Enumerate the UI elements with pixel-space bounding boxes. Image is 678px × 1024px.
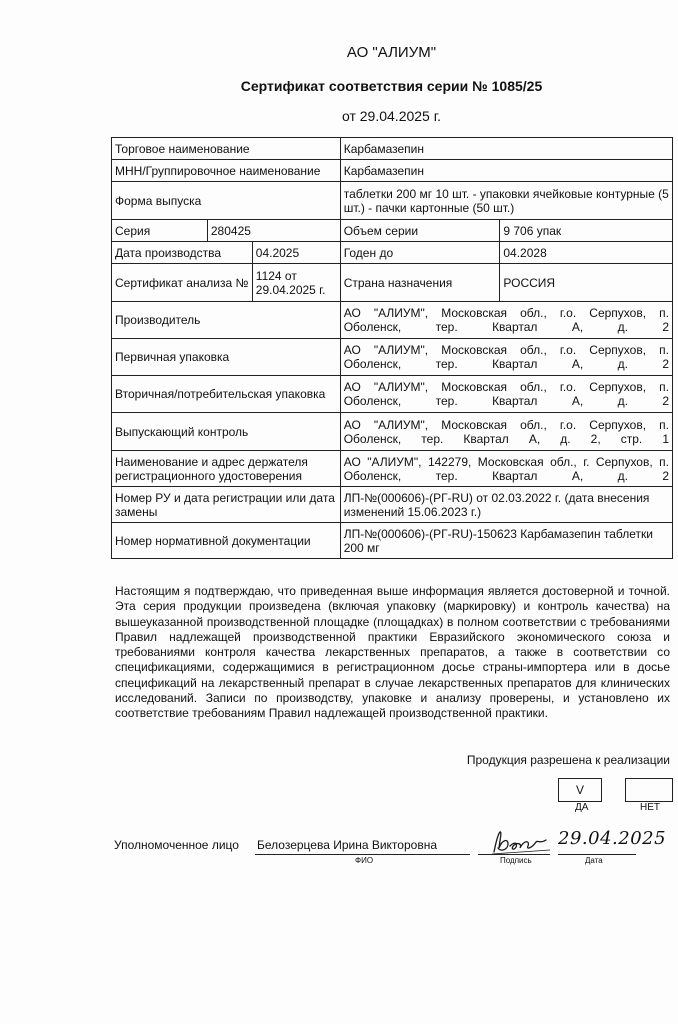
confirmation-statement: Настоящим я подтверждаю, что приведенная выше информация является достоверной и точной. Эта серия продукции произведена (включая упаковку (маркировку) и контроль качества) на вышеуказанной производственной площадке (площадках) в полном соответствии с требованиями Правил надлежащей производственной практики Евразийского экономического союза и требованиями контроля качества лекарственных препаратов, а также в соответствии со спецификациями, содержащимися в регистрационном досье страны-импортера или в досье спецификаций на лекарственный препарат в случае лекарственных препаратов для клинических исследований. Записи по производству, упаковке и анализу проверены, и установлено их соответствие требованиям Правил надлежащей производственной практики. [115,584,670,721]
table-row [112,376,673,413]
norm-doc-value: ЛП-№(000606)-(РГ-RU)-150623 Карбамазепин таблетки 200 мг [340,523,672,559]
analysis-value: 1124 от 29.04.2025 г. [252,264,340,302]
authorized-person-label: Уполномоченное лицо [114,838,239,852]
table-row [112,487,673,523]
ru-label: Номер РУ и дата регистрации или дата замены [112,487,341,523]
holder-label: Наименование и адрес держателя регистрационного удостоверения [112,451,341,487]
table-row [112,264,673,302]
certificate-date: от 29.04.2025 г. [341,108,442,124]
release-control-label: Выпускающий контроль [112,413,341,451]
inn-value: Карбамазепин [340,160,672,182]
handwritten-date: 29.04.2025 [558,828,667,849]
company-name: АО "АЛИУМ" [346,44,437,61]
certificate-table [111,137,673,559]
analysis-label: Сертификат анализа № [112,264,253,302]
authorized-person-name: Белозерцева Ирина Викторовна [257,838,437,852]
sale-approval-text: Продукция разрешена к реализации [466,753,670,767]
manufacturer-value: АО "АЛИУМ", Московская обл., г.о. Серпухов, п. Оболенск, тер. Квартал А, д. 2 [340,302,672,339]
table-row [112,182,673,220]
handwritten-signature [490,828,552,858]
form-value: таблетки 200 мг 10 шт. - упаковки ячейковые контурные (5 шт.) - пачки картонные (50 шт.) [340,182,672,220]
primary-pack-value: АО "АЛИУМ", Московская обл., г.о. Серпухов, п. Оболенск, тер. Квартал А, д. 2 [340,339,672,376]
trade-name-value: Карбамазепин [340,138,672,160]
series-value: 280425 [207,220,340,242]
holder-value: АО "АЛИУМ", 142279, Московская обл., г. Серпухов, п. Оболенск, тер. Квартал А, д. 2 [340,451,672,487]
table-row [112,160,673,182]
country-label: Страна назначения [340,264,500,302]
expiry-value: 04.2028 [500,242,673,264]
date-underline [558,854,636,855]
country-value: РОССИЯ [500,264,673,302]
table-row [112,138,673,160]
approval-no-label: НЕТ [640,802,660,813]
name-caption: ФИО [355,856,374,865]
norm-doc-label: Номер нормативной документации [112,523,341,559]
date-caption: Дата [585,856,603,865]
name-underline [255,854,470,855]
certificate-title: Сертификат соответствия серии № 1085/25 [240,78,543,94]
signature-caption: Подпись [500,856,532,865]
expiry-label: Годен до [340,242,500,264]
ru-value: ЛП-№(000606)-(РГ-RU) от 02.03.2022 г. (дата внесения изменений 15.06.2023 г.) [340,487,672,523]
approval-yes-label: ДА [575,802,589,813]
manufacturer-label: Производитель [112,302,341,339]
trade-name-label: Торговое наименование [112,138,341,160]
inn-label: МНН/Группировочное наименование [112,160,341,182]
prod-date-label: Дата производства [112,242,253,264]
primary-pack-label: Первичная упаковка [112,339,341,376]
form-label: Форма выпуска [112,182,341,220]
prod-date-value: 04.2025 [252,242,340,264]
table-row [112,523,673,559]
table-row [112,242,673,264]
table-row [112,339,673,376]
approval-no-checkbox[interactable] [625,778,673,802]
table-row [112,451,673,487]
secondary-pack-value: АО "АЛИУМ", Московская обл., г.о. Серпухов, п. Оболенск, тер. Квартал А, д. 2 [340,376,672,413]
table-row [112,413,673,451]
series-label: Серия [112,220,208,242]
approval-yes-checkbox[interactable]: V [558,778,602,802]
table-row [112,302,673,339]
volume-value: 9 706 упак [500,220,673,242]
release-control-value: АО "АЛИУМ", Московская обл., г.о. Серпухов, п. Оболенск, тер. Квартал А, д. 2, стр. 1 [340,413,672,451]
table-row [112,220,673,242]
volume-label: Объем серии [340,220,500,242]
secondary-pack-label: Вторичная/потребительская упаковка [112,376,341,413]
